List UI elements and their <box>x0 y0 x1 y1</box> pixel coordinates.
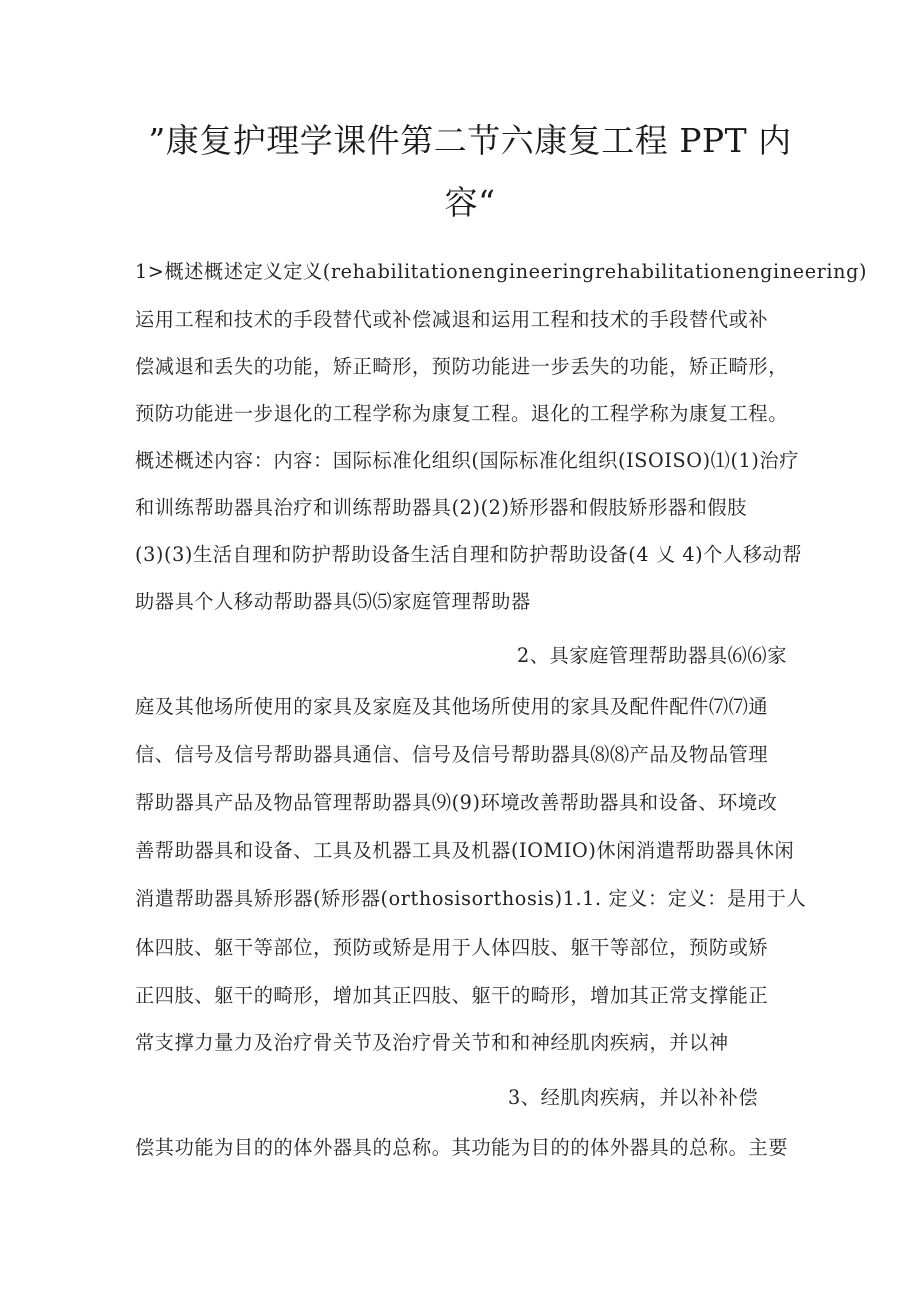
body-line-5: 概述概述内容：内容：国际标准化组织(国际标准化组织(ISOISO)⑴(1)治疗 <box>135 449 800 472</box>
title-line-1 <box>130 110 810 172</box>
body-line-11: 信、信号及信号帮助器具通信、信号及信号帮助器具⑻⑻产品及物品管理 <box>135 743 769 766</box>
body-line-13: 善帮助器具和设备、工具及机器工具及机器(IOMIO)休闲消遣帮助器具休闲 <box>135 839 795 862</box>
document-title <box>130 110 810 234</box>
body-line-7: (3)(3)生活自理和防护帮助设备生活自理和防护帮助设备(4 乂 4)个人移动帮 <box>135 543 803 566</box>
body-line-3: 偿减退和丢失的功能，矫正畸形，预防功能进一步丢失的功能，矫正畸形， <box>135 355 788 378</box>
title-line-2 <box>130 172 810 234</box>
body-line-14: 消遣帮助器具矫形器(矫形器(orthosisorthosis)1.1. 定义：定义：是用于人 <box>135 887 807 910</box>
body-line-17: 常支撑力量力及治疗骨关节及治疗骨关节和和神经肌肉疾病，并以神 <box>135 1031 729 1054</box>
section-3-heading-line: 3、经肌肉疾病，并以补补偿 <box>508 1086 759 1109</box>
body-line-12: 帮助器具产品及物品管理帮助器具⑼(9)环境改善帮助器具和设备、环境改 <box>135 791 778 814</box>
body-line-10: 庭及其他场所使用的家具及家庭及其他场所使用的家具及配件配件⑺⑺通 <box>135 695 769 718</box>
body-line-16: 正四肢、躯干的畸形，增加其正四肢、躯干的畸形，增加其正常支撑能正 <box>135 984 769 1007</box>
body-line-8: 助器具个人移动帮助器具⑸⑸家庭管理帮助器 <box>135 590 531 613</box>
body-line-19: 偿其功能为目的的体外器具的总称。其功能为目的的体外器具的总称。主要 <box>135 1136 788 1159</box>
body-line-1: 1>概述概述定义定义(rehabilitationengineeringrehabilitationengineering) <box>135 260 868 283</box>
body-line-4: 预防功能进一步退化的工程学称为康复工程。退化的工程学称为康复工程。 <box>135 402 788 425</box>
body-line-6: 和训练帮助器具治疗和训练帮助器具(2)(2)矫形器和假肢矫形器和假肢 <box>135 496 748 519</box>
title-line-2-text: 容“ <box>444 183 496 222</box>
section-2-heading-line: 2、具家庭管理帮助器具⑹⑹家 <box>516 644 787 667</box>
body-line-15: 体四肢、躯干等部位，预防或矫是用于人体四肢、躯干等部位，预防或矫 <box>135 936 769 959</box>
body-line-2: 运用工程和技术的手段替代或补偿减退和运用工程和技术的手段替代或补 <box>135 308 769 331</box>
title-line-1-text: ”康复护理学课件第二节六康复工程 PPT 内 <box>148 121 792 160</box>
